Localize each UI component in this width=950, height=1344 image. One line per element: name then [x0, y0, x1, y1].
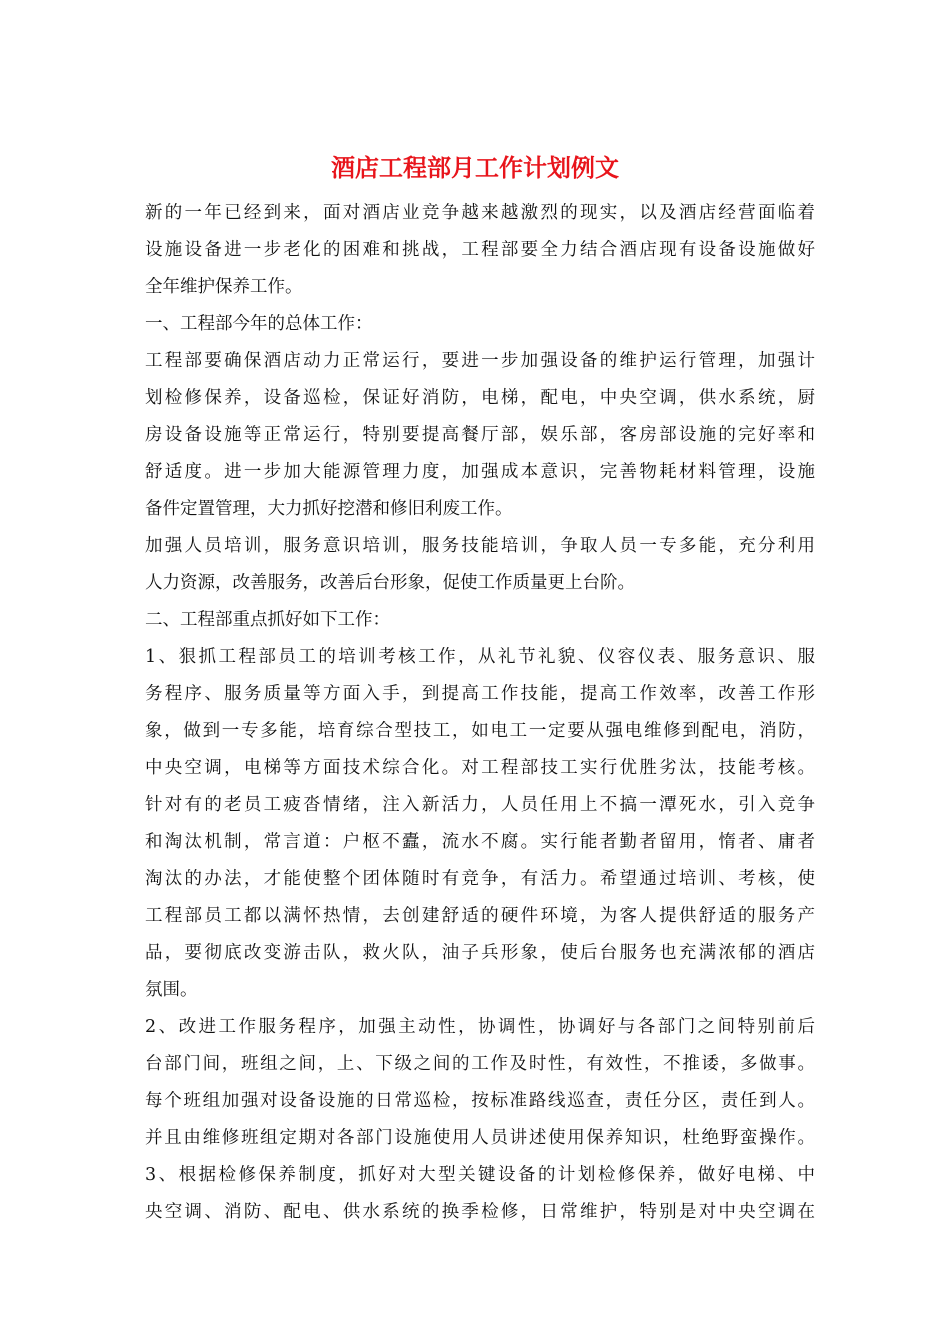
text-line: 针对有的老员工疲沓情绪，注入新活力，人员任用上不搞一潭死水，引入竞争: [145, 795, 815, 815]
text-line: 2、改进工作服务程序，加强主动性，协调性，协调好与各部门之间特别前后: [145, 1017, 815, 1037]
text-line: 二、工程部重点抓好如下工作：: [145, 610, 390, 630]
text-line: 淘汰的办法，才能使整个团体随时有竞争，有活力。希望通过培训、考核，使: [145, 869, 815, 889]
text-line: 氛围。: [145, 980, 198, 1000]
text-line: 人力资源，改善服务，改善后台形象，促使工作质量更上台阶。: [145, 573, 635, 593]
text-line: 工程部要确保酒店动力正常运行，要进一步加强设备的维护运行管理，加强计: [145, 351, 815, 371]
text-line: 全年维护保养工作。: [145, 277, 303, 297]
text-line: 备件定置管理，大力抓好挖潜和修旧利废工作。: [145, 499, 513, 519]
text-line: 舒适度。进一步加大能源管理力度，加强成本意识，完善物耗材料管理，设施: [145, 462, 815, 482]
text-line: 加强人员培训，服务意识培训，服务技能培训，争取人员一专多能，充分利用: [145, 536, 815, 556]
text-line: 每个班组加强对设备设施的日常巡检，按标准路线巡查，责任分区，责任到人。: [145, 1091, 815, 1111]
text-line: 央空调、消防、配电、供水系统的换季检修，日常维护，特别是对中央空调在: [145, 1202, 815, 1222]
text-line: 设施设备进一步老化的困难和挑战，工程部要全力结合酒店现有设备设施做好: [145, 240, 815, 260]
text-line: 1、狠抓工程部员工的培训考核工作，从礼节礼貌、仪容仪表、服务意识、服: [145, 647, 815, 667]
text-line: 工程部员工都以满怀热情，去创建舒适的硬件环境，为客人提供舒适的服务产: [145, 906, 815, 926]
document-title: 酒店工程部月工作计划例文: [331, 153, 619, 182]
text-line: 划检修保养，设备巡检，保证好消防，电梯，配电，中央空调，供水系统，厨: [145, 388, 815, 408]
text-line: 和淘汰机制，常言道：户枢不蠹，流水不腐。实行能者勤者留用，惰者、庸者: [145, 832, 815, 852]
text-line: 一、工程部今年的总体工作：: [145, 314, 373, 334]
text-line: 务程序、服务质量等方面入手，到提高工作技能，提高工作效率，改善工作形: [145, 684, 815, 704]
text-line: 象，做到一专多能，培育综合型技工，如电工一定要从强电维修到配电，消防，: [145, 721, 815, 741]
text-line: 3、根据检修保养制度，抓好对大型关键设备的计划检修保养，做好电梯、中: [145, 1165, 815, 1185]
text-line: 并且由维修班组定期对各部门设施使用人员讲述使用保养知识，杜绝野蛮操作。: [145, 1128, 815, 1148]
text-line: 新的一年已经到来，面对酒店业竞争越来越激烈的现实，以及酒店经营面临着: [145, 203, 815, 223]
text-line: 品，要彻底改变游击队，救火队，油子兵形象，使后台服务也充满浓郁的酒店: [145, 943, 815, 963]
document-body: [145, 195, 815, 1231]
text-line: 房设备设施等正常运行，特别要提高餐厅部，娱乐部，客房部设施的完好率和: [145, 425, 815, 445]
text-line: 台部门间，班组之间，上、下级之间的工作及时性，有效性，不推诿，多做事。: [145, 1054, 815, 1074]
text-line: 中央空调，电梯等方面技术综合化。对工程部技工实行优胜劣汰，技能考核。: [145, 758, 815, 778]
